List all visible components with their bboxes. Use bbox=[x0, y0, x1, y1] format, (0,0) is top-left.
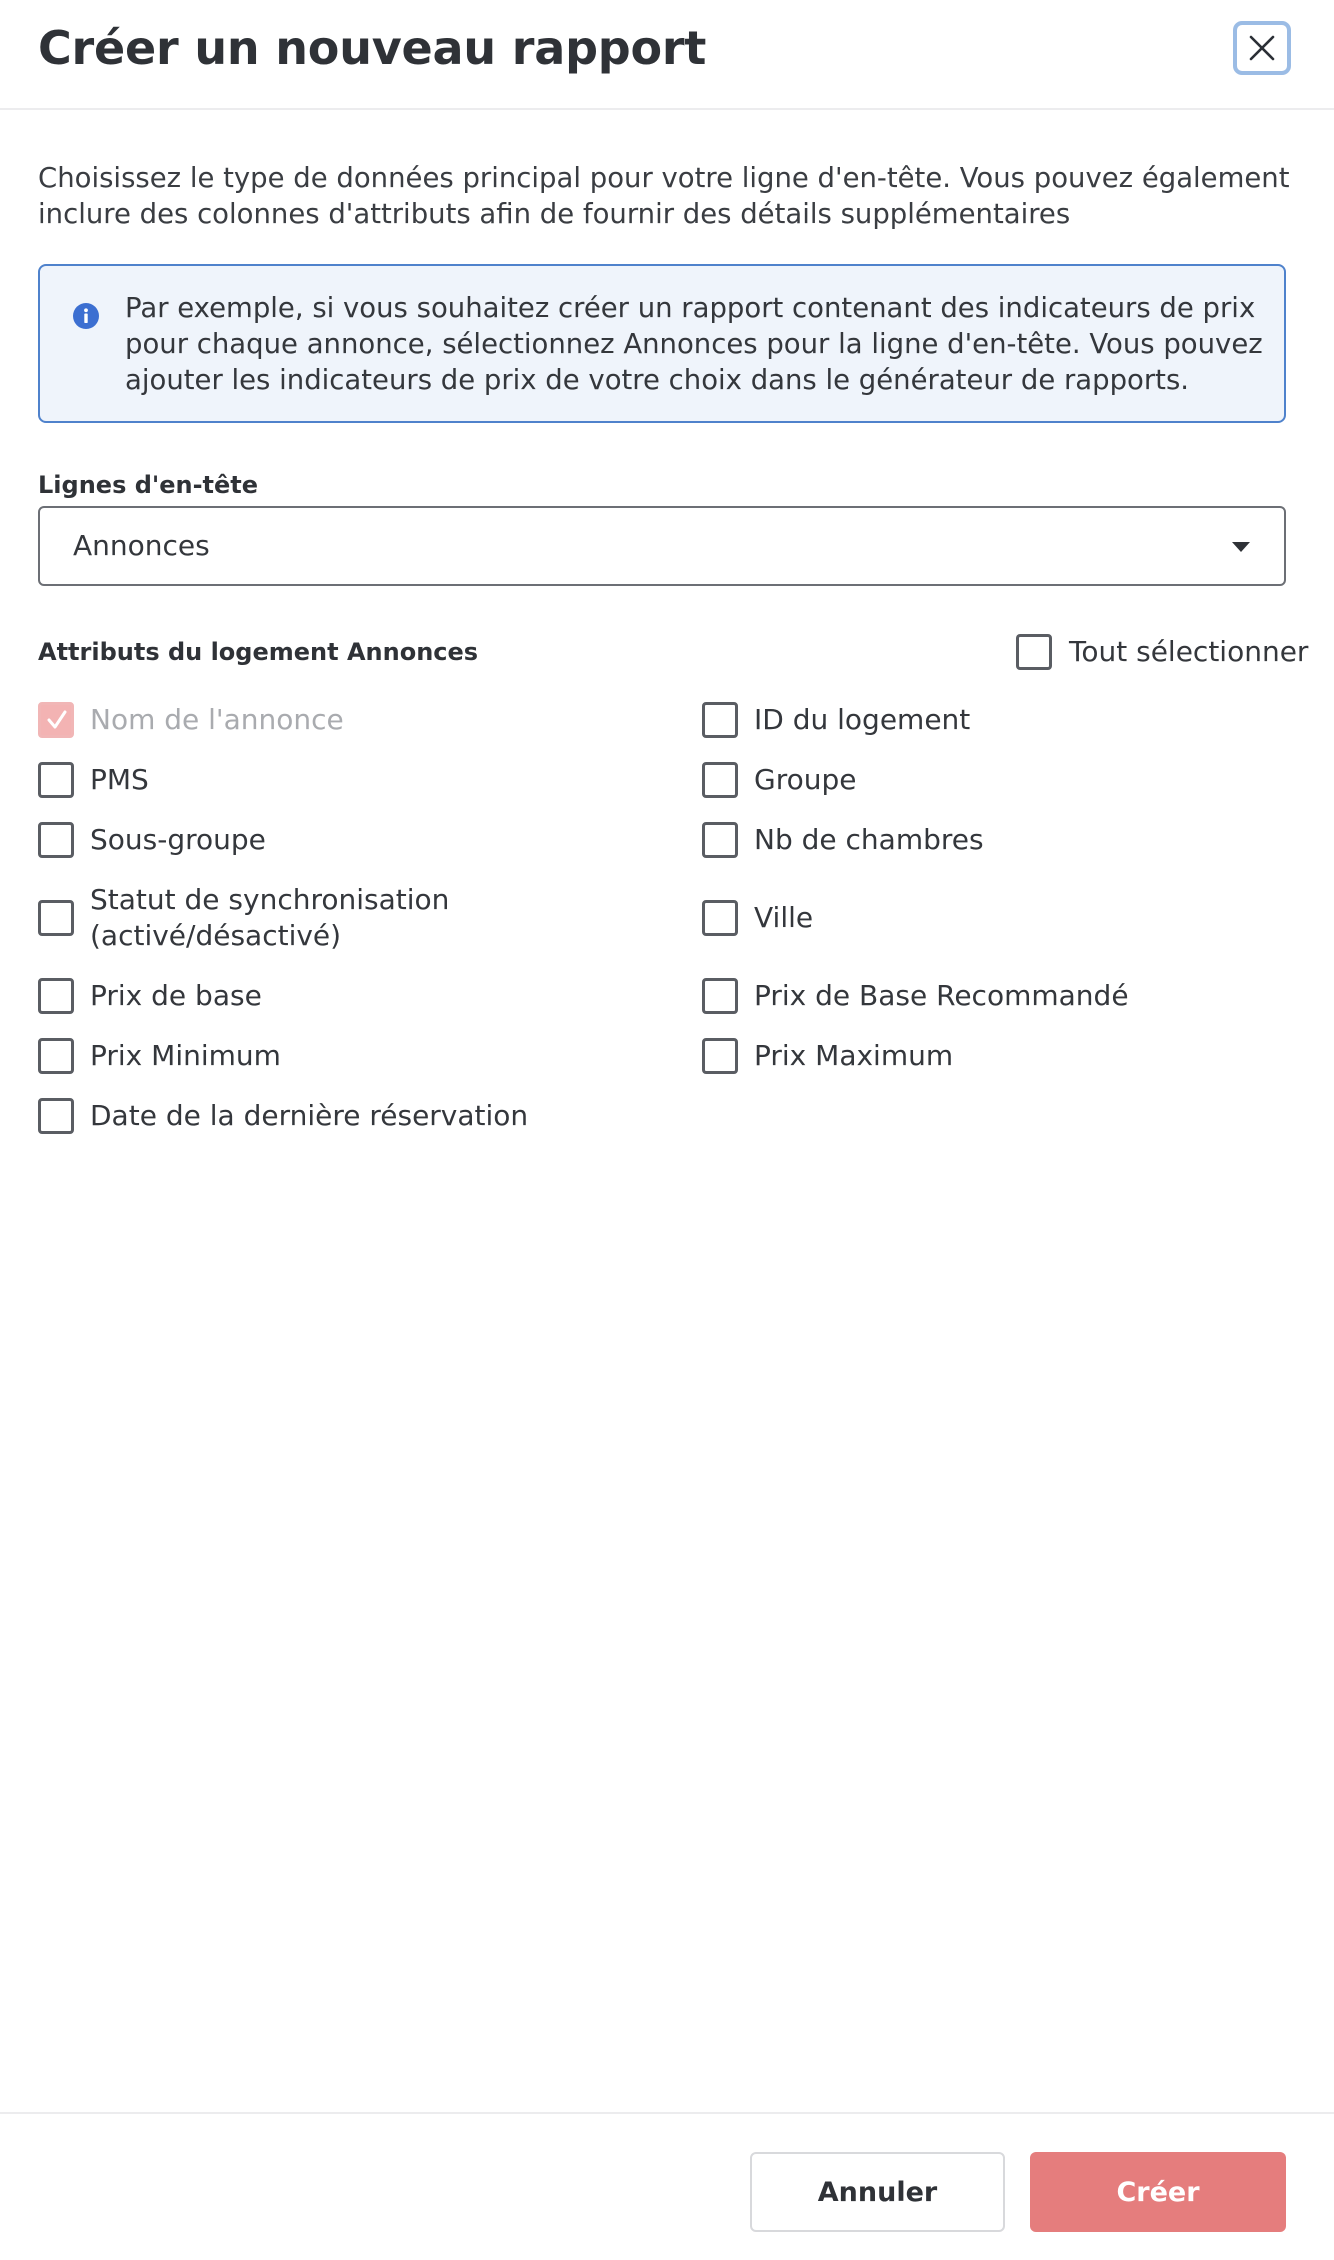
option-label: Prix de Base Recommandé bbox=[754, 979, 1129, 1012]
select-all-label: Tout sélectionner bbox=[1069, 635, 1309, 668]
option-label: Prix Maximum bbox=[754, 1039, 954, 1072]
checkbox-pms[interactable] bbox=[38, 762, 74, 798]
checkbox-sync-status[interactable] bbox=[38, 900, 74, 936]
checkbox-subgroup[interactable] bbox=[38, 822, 74, 858]
option-label: Prix de base bbox=[90, 979, 262, 1012]
header-rows-select[interactable] bbox=[38, 506, 1286, 586]
option-label: Groupe bbox=[754, 763, 857, 796]
checkbox-recommended-base-price[interactable] bbox=[702, 978, 738, 1014]
option-label: Nom de l'annonce bbox=[90, 703, 344, 736]
option-label: Date de la dernière réservation bbox=[90, 1099, 529, 1132]
option-label: Nb de chambres bbox=[754, 823, 984, 856]
option-label: ID du logement bbox=[754, 703, 971, 736]
info-text: Par exemple, si vous souhaitez créer un rapport contenant des indicateurs de prix pour chaque annonce, sélectionnez Annonces pour la ligne d'en-tête. Vous pouvez ajouter les indicateurs de prix de votre choix dans le générateur de rapports. bbox=[125, 292, 1263, 396]
option-label: Statut de synchronisation (activé/désactivé) bbox=[90, 883, 450, 952]
option-label: PMS bbox=[90, 763, 149, 796]
attributes-label: Attributs du logement Annonces bbox=[38, 638, 479, 666]
option-label: Ville bbox=[754, 901, 814, 934]
checkbox-group[interactable] bbox=[702, 762, 738, 798]
checkbox-bedrooms[interactable] bbox=[702, 822, 738, 858]
dialog-header bbox=[0, 0, 1334, 110]
intro-text: Choisissez le type de données principal pour votre ligne d'en-tête. Vous pouvez également inclure des colonnes d'attributs afin de fournir des détails supplémentaires bbox=[38, 162, 1290, 230]
caret-down-icon bbox=[1232, 542, 1250, 552]
checkbox-last-booking-date[interactable] bbox=[38, 1098, 74, 1134]
checkbox-base-price[interactable] bbox=[38, 978, 74, 1014]
option-label: Sous-groupe bbox=[90, 823, 266, 856]
checkbox-property-id[interactable] bbox=[702, 702, 738, 738]
close-button[interactable] bbox=[1233, 21, 1291, 75]
select-all-checkbox[interactable] bbox=[1016, 634, 1308, 670]
header-rows-value: Annonces bbox=[73, 529, 210, 562]
header-rows-label: Lignes d'en-tête bbox=[38, 471, 259, 499]
dialog-title: Créer un nouveau rapport bbox=[38, 21, 707, 75]
checkbox-max-price[interactable] bbox=[702, 1038, 738, 1074]
checkbox-min-price[interactable] bbox=[38, 1038, 74, 1074]
info-callout bbox=[38, 264, 1286, 423]
close-icon bbox=[1248, 34, 1276, 62]
checkbox-city[interactable] bbox=[702, 900, 738, 936]
create-button[interactable]: Créer bbox=[1030, 2152, 1286, 2232]
cancel-button[interactable]: Annuler bbox=[750, 2152, 1005, 2232]
dialog-footer bbox=[0, 2112, 1334, 2260]
checkbox-listing-name bbox=[38, 702, 74, 738]
check-icon bbox=[46, 707, 68, 733]
info-icon bbox=[72, 302, 100, 330]
option-label: Prix Minimum bbox=[90, 1039, 281, 1072]
select-all-box[interactable] bbox=[1016, 634, 1052, 670]
